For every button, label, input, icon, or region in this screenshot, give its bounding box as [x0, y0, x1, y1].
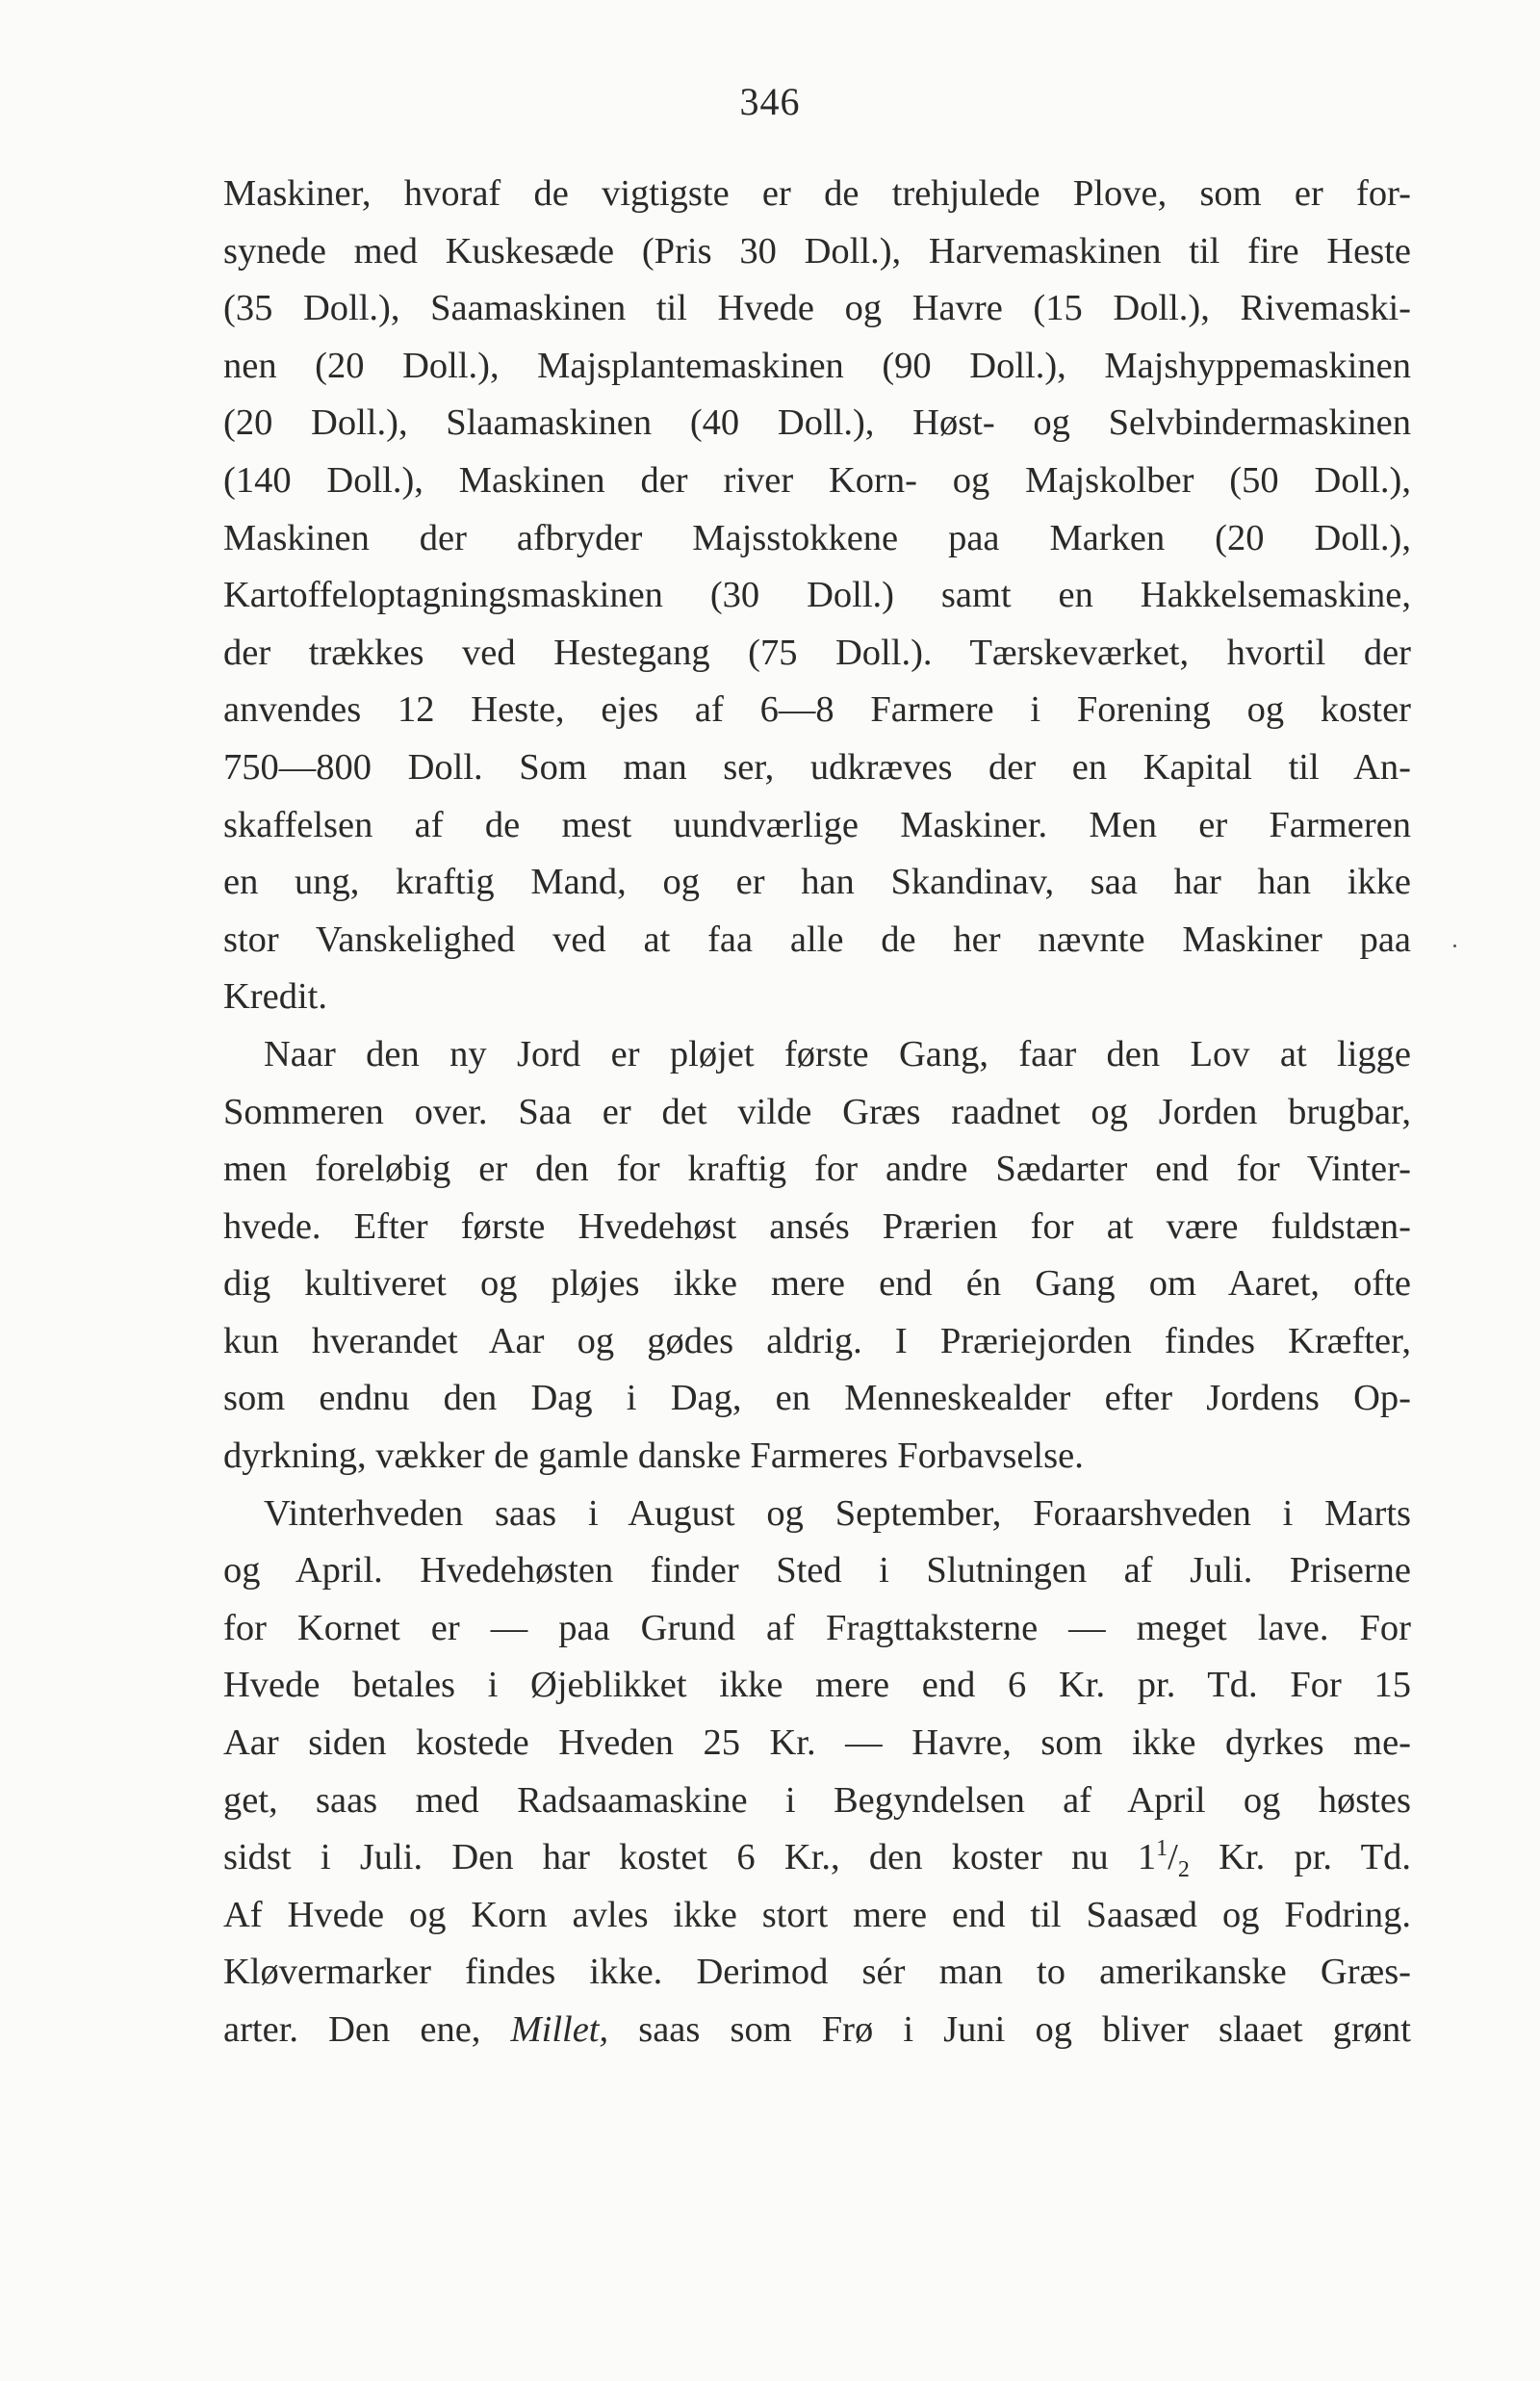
text-line: Kartoffeloptagningsmaskinen (30 Doll.) samt en Hakkelsemaskine,: [223, 575, 1411, 616]
page-number: 346: [739, 80, 801, 123]
text-line: Hvede betales i Øjeblikket ikke mere end 6 Kr. pr. Td. For 15: [223, 1665, 1411, 1706]
text-line: get, saas med Radsaamaskine i Begyndelsen af April og høstes: [223, 1779, 1411, 1821]
fraction-numerator: 1: [1156, 1836, 1168, 1862]
text-line-fraction: [223, 1829, 1411, 1887]
text-line: Kredit.: [223, 976, 327, 1018]
text-line: og April. Hvedehøsten finder Sted i Slutningen af Juli. Priserne: [223, 1550, 1411, 1592]
text-line: nen (20 Doll.), Majsplantemaskinen (90 Doll.), Majshyppemaskinen: [223, 345, 1411, 386]
text-line: hvede. Efter første Hvedehøst ansés Prærien for at være fuldstæn-: [223, 1205, 1411, 1247]
text-line: der trækkes ved Hestegang (75 Doll.). Tærskeværket, hvortil der: [223, 632, 1411, 673]
text-line: 750—800 Doll. Som man ser, udkræves der en Kapital til An-: [223, 746, 1411, 788]
final-line-after: saas som Frø i Juni og bliver slaaet grønt: [608, 2009, 1411, 2050]
margin-speck: [1453, 945, 1456, 947]
text-line: Kløvermarker findes ikke. Derimod sér man to amerikanske Græs-: [223, 1952, 1411, 1993]
text-line: Vinterhveden saas i August og September, Foraarshveden i Marts: [264, 1492, 1411, 1534]
text-line: men foreløbig er den for kraftig for andre Sædarter end for Vinter-: [223, 1149, 1411, 1190]
fraction-slash: /: [1168, 1837, 1178, 1878]
text-line: anvendes 12 Heste, ejes af 6—8 Farmere i Forening og koster: [223, 689, 1411, 731]
text-line: en ung, kraftig Mand, og er han Skandinav, saa har han ikke: [223, 862, 1411, 903]
text-line: stor Vanskelighed ved at faa alle de her nævnte Maskiner paa: [223, 919, 1411, 960]
text-line: (35 Doll.), Saamaskinen til Hvede og Havre (15 Doll.), Rivemaski-: [223, 288, 1411, 329]
fraction-line-after: Kr. pr. Td.: [1189, 1837, 1411, 1878]
text-line: dig kultiveret og pløjes ikke mere end én Gang om Aaret, ofte: [223, 1263, 1411, 1305]
text-line: som endnu den Dag i Dag, en Menneskealder efter Jordens Op-: [223, 1378, 1411, 1419]
italic-term: Millet,: [510, 2009, 609, 2050]
text-line: (140 Doll.), Maskinen der river Korn- og Majskolber (50 Doll.),: [223, 459, 1411, 501]
text-line: Maskiner, hvoraf de vigtigste er de trehjulede Plove, som er for-: [223, 173, 1411, 214]
text-line: synede med Kuskesæde (Pris 30 Doll.), Harvemaskinen til fire Heste: [223, 230, 1411, 272]
fraction-denominator: 2: [1177, 1857, 1190, 1883]
final-line-before: arter. Den ene,: [223, 2009, 511, 2050]
fraction-line-before: sidst i Juli. Den har kostet 6 Kr., den koster nu 1: [223, 1837, 1157, 1878]
text-line: kun hverandet Aar og gødes aldrig. I Præriejorden findes Kræfter,: [223, 1320, 1411, 1361]
text-line: Af Hvede og Korn avles ikke stort mere end til Saasæd og Fodring.: [223, 1894, 1411, 1935]
text-line: dyrkning, vækker de gamle danske Farmeres Forbavselse.: [223, 1436, 1084, 1477]
text-line: Naar den ny Jord er pløjet første Gang, faar den Lov at ligge: [264, 1033, 1411, 1074]
text-line: skaffelsen af de mest uundværlige Maskiner. Men er Farmeren: [223, 804, 1411, 845]
text-line: Maskinen der afbryder Majsstokkene paa Marken (20 Doll.),: [223, 517, 1411, 558]
text-line: (20 Doll.), Slaamaskinen (40 Doll.), Høst- og Selvbindermaskinen: [223, 402, 1411, 444]
text-line-final: [223, 2002, 1411, 2059]
text-line: Aar siden kostede Hveden 25 Kr. — Havre, som ikke dyrkes me-: [223, 1722, 1411, 1764]
text-line: Sommeren over. Saa er det vilde Græs raadnet og Jorden brugbar,: [223, 1091, 1411, 1132]
text-line: for Kornet er — paa Grund af Fragttaksterne — meget lave. For: [223, 1607, 1411, 1648]
body-text: [223, 166, 1411, 2059]
